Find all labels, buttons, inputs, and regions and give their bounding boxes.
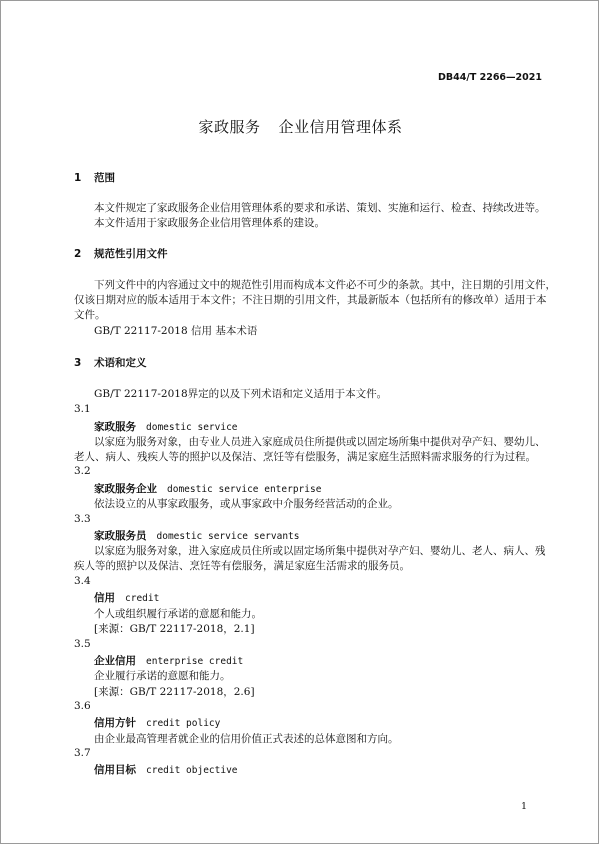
document-code: DB44/T 2266—2021: [438, 72, 542, 83]
term-number: 3.4: [74, 575, 91, 587]
term-definition-line: 个人或组织履行承诺的意愿和能力。: [94, 608, 262, 620]
term-number: 3.6: [74, 700, 91, 712]
normative-reference: GB/T 22117-2018 信用 基本术语: [94, 325, 258, 337]
term-heading: 信用 credit: [94, 592, 160, 604]
term-definition-line: 以家庭为服务对象，进入家庭成员住所或以固定场所集中提供对孕产妇、婴幼儿、老人、病人、残: [94, 545, 546, 557]
section-3-heading: 3 术语和定义: [74, 357, 147, 369]
term-heading: 企业信用 enterprise credit: [94, 655, 244, 667]
term-definition-line: 疾人等的照护以及保洁、烹饪等有偿服务，满足家庭生活需求的服务员。: [74, 560, 410, 572]
section-2-para-line-1: 下列文件中的内容通过文中的规范性引用而构成本文件必不可少的条款。其中，注日期的引用文件，: [94, 279, 556, 291]
term-number: 3.3: [74, 513, 91, 525]
term-definition-line: 以家庭为服务对象，由专业人员进入家庭成员住所提供或以固定场所集中提供对孕产妇、婴幼儿、: [94, 436, 546, 448]
term-definition-line: 老人、病人、残疾人等的照护以及保洁、烹饪等有偿服务，满足家庭生活照料需求服务的行为过程。: [74, 451, 536, 463]
term-definition-line: 依法设立的从事家政服务，或从事家政中介服务经营活动的企业。: [94, 498, 399, 510]
title-part2: 企业信用管理体系: [278, 118, 403, 136]
section-1-para-1: 本文件规定了家政服务企业信用管理体系的要求和承诺、策划、实施和运行、检查、持续改进等。: [94, 202, 546, 214]
term-heading: 信用目标 credit objective: [94, 764, 238, 776]
section-2-heading: 2 规范性引用文件: [74, 248, 168, 260]
document-title: [1, 116, 599, 137]
term-source: [来源：GB/T 22117-2018，2.1]: [94, 623, 255, 635]
term-heading: 家政服务 domestic service: [94, 421, 238, 433]
section-3-intro: GB/T 22117-2018界定的以及下列术语和定义适用于本文件。: [94, 388, 388, 400]
term-heading: 家政服务员 domestic service servants: [94, 530, 300, 542]
term-definition-line: 由企业最高管理者就企业的信用价值正式表述的总体意图和方向。: [94, 733, 399, 745]
title-part1: 家政服务: [198, 118, 261, 136]
term-number: 3.2: [74, 465, 91, 477]
term-definition-line: 企业履行承诺的意愿和能力。: [94, 670, 231, 682]
section-1-para-2: 本文件适用于家政服务企业信用管理体系的建设。: [94, 217, 325, 229]
term-number: 3.5: [74, 638, 91, 650]
page-number: 1: [520, 801, 527, 812]
term-number: 3.7: [74, 747, 91, 759]
section-2-para-line-3: 文件。: [74, 309, 106, 321]
section-1-heading: 1 范围: [74, 172, 115, 184]
term-heading: 信用方针 credit policy: [94, 717, 221, 729]
term-heading: 家政服务企业 domestic service enterprise: [94, 483, 322, 495]
term-number: 3.1: [74, 403, 91, 415]
section-2-para-line-2: 仅该日期对应的版本适用于本文件；不注日期的引用文件，其最新版本（包括所有的修改单）适用于本: [74, 294, 547, 306]
term-source: [来源：GB/T 22117-2018，2.6]: [94, 686, 255, 698]
